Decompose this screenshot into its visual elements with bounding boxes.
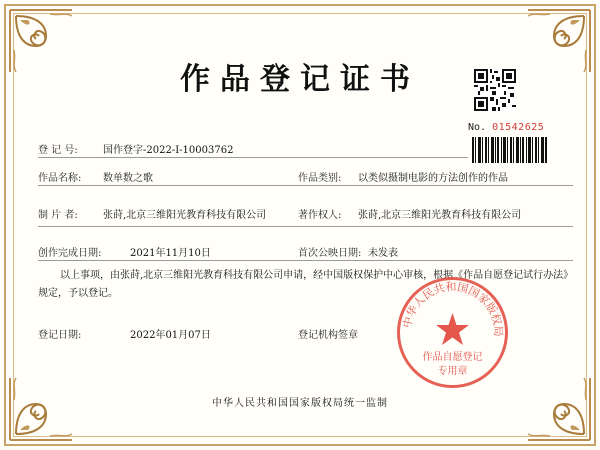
producer-value: 张莳,北京三维阳光教育科技有限公司 bbox=[103, 210, 267, 221]
divider bbox=[38, 260, 573, 261]
registration-date-label: 登记日期: bbox=[38, 330, 82, 341]
barcode-icon bbox=[472, 137, 548, 163]
work-category-label: 作品类别: bbox=[298, 173, 342, 184]
supervision-footer: 中华人民共和国国家版权局统一监制 bbox=[212, 398, 388, 409]
corner-ornament bbox=[6, 374, 76, 444]
serial-digits: 01542625 bbox=[492, 122, 545, 133]
registration-statement: 以上事项，由张莳,北京三维阳光教育科技有限公司申请，经中国版权保护中心审核，根据《作品自愿登记试行办法》规定，予以登记。 bbox=[38, 270, 569, 299]
work-name-label: 作品名称: bbox=[38, 173, 82, 184]
qr-code-icon[interactable] bbox=[474, 69, 516, 111]
divider bbox=[38, 226, 573, 227]
seal-line-2: 专用章 bbox=[437, 366, 468, 377]
producer-label: 制 片 者: bbox=[38, 210, 78, 221]
seal-line-1: 作品自愿登记 bbox=[422, 352, 483, 363]
reg-no-value: 国作登字-2022-I-10003762 bbox=[103, 145, 234, 156]
copyright-owner-value: 张莳,北京三维阳光教育科技有限公司 bbox=[358, 210, 522, 221]
divider bbox=[38, 185, 573, 186]
completion-date-label: 创作完成日期: bbox=[38, 248, 102, 259]
seal-ring-text: 中华人民共和国国家版权局 bbox=[400, 280, 505, 337]
divider bbox=[38, 157, 468, 158]
work-name-value: 数单数之歌 bbox=[103, 173, 153, 184]
seal-signature-label: 登记机构签章 bbox=[298, 330, 358, 341]
certificate-title: 作品登记证书 bbox=[180, 62, 420, 97]
reg-no-label: 登 记 号: bbox=[38, 145, 78, 156]
first-publication-label: 首次公映日期: bbox=[298, 248, 362, 259]
work-category-value: 以类似摄制电影的方法创作的作品 bbox=[358, 173, 508, 184]
serial-number bbox=[468, 122, 544, 133]
first-publication-value: 未发表 bbox=[368, 248, 398, 259]
corner-ornament bbox=[524, 374, 594, 444]
official-seal bbox=[395, 275, 510, 390]
completion-date-value: 2021年11月10日 bbox=[130, 248, 211, 259]
copyright-owner-label: 著作权人: bbox=[298, 210, 342, 221]
registration-date-value: 2022年01月07日 bbox=[130, 330, 211, 341]
serial-prefix: No. bbox=[468, 122, 487, 133]
